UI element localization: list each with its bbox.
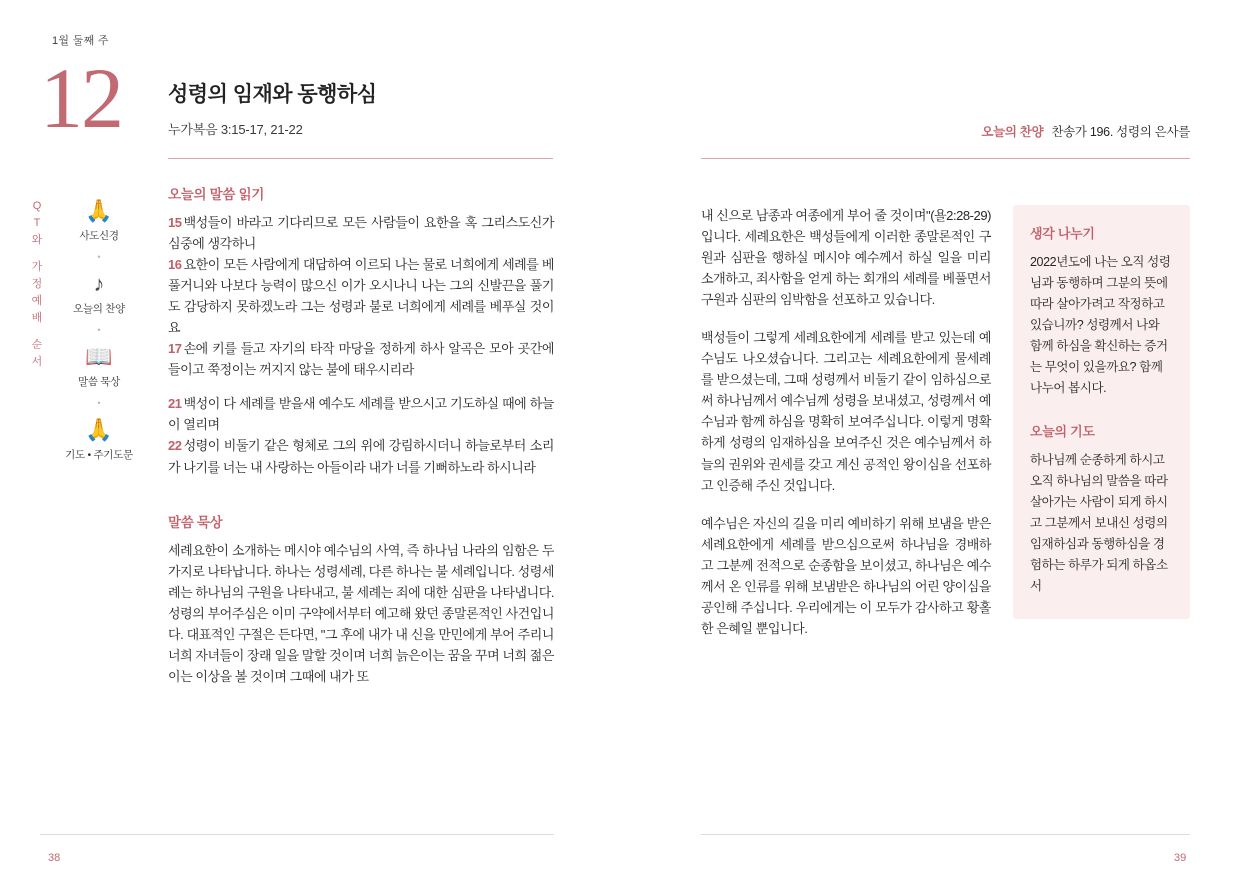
verse-text: 성령이 비둘기 같은 형체로 그의 위에 강림하시더니 하늘로부터 소리가 나기를 너는 내 사랑하는 아들이라 내가 너를 기뻐하노라 하시니라 (168, 438, 554, 475)
today-praise (981, 122, 1190, 140)
vertical-label-char: 와 (31, 234, 43, 247)
verse-number: 16 (168, 257, 182, 273)
worship-item-prayer (56, 417, 142, 462)
verse-spacer (168, 380, 554, 393)
worship-item-praise (56, 271, 142, 316)
dot-separator: • (97, 325, 101, 335)
commentary-paragraph: 백성들이 그렇게 세례요한에게 세례를 받고 있는데 예수님도 나오셨습니다. 그리고는 세례요한에게 물세례를 받으셨는데, 그때 성령께서 비둘기 같이 임하심으로써 하나님께서 예수님께 성령을 보내셨고, 성령께서 예수님과 함께 하심을 명확히 보여주십니다. 이렇게 명확하게 성령의 임재하심을 보여주신 것은 예수님께서 하늘의 권위와 권세를 갖고 계신 공적인 왕이심을 선포하고 인증해 주신 것입니다. (701, 330, 991, 493)
praise-label: 오늘의 찬양 (981, 125, 1044, 139)
footer-divider-right (701, 834, 1190, 835)
scripture-body (168, 212, 554, 478)
commentary-paragraph: 예수님은 자신의 길을 미리 예비하기 위해 보냄을 받은 세례요한에게 세례를 받으심으로써 하나님을 경배하고 그분께 전적으로 순종함을 보이셨고, 하나님은 예수께서 온 인류를 위해 보냄받은 하나님의 어린 양이심을 공인해 주십니다. 우리에게는 이 모두가 감사하고 황홀한 은혜일 뿐입니다. (701, 515, 991, 636)
worship-item-creed (56, 198, 142, 243)
week-label: 1월 둘째 주 (52, 35, 109, 47)
commentary-column (701, 205, 991, 656)
verse-number: 22 (168, 438, 182, 454)
verse-text: 손에 키를 들고 자기의 타작 마당을 정하게 하사 알곡은 모아 곳간에 들이고 쭉정이는 꺼지지 않는 불에 태우시리라 (168, 341, 554, 378)
vertical-section-label (28, 198, 46, 371)
verse-text: 백성이 다 세례를 받을새 예수도 세례를 받으시고 기도하실 때에 하늘이 열리며 (168, 396, 554, 433)
panel-spacer (1030, 399, 1173, 421)
praise-value: 찬송가 196. 성령의 은사를 (1051, 125, 1190, 139)
prayer-heading: 오늘의 기도 (1030, 424, 1095, 439)
worship-item-label: 말씀 묵상 (78, 376, 120, 388)
title-divider (168, 158, 553, 159)
page-number-right: 39 (1174, 852, 1187, 864)
verse-number: 15 (168, 215, 182, 230)
vertical-label-char: 배 (31, 312, 43, 325)
verse-text: 요한이 모든 사람에게 대답하여 이르되 나는 물로 너희에게 세례를 베풀거니와 나보다 능력이 많으신 이가 오시나니 나는 그의 신발끈을 풀기도 감당하지 못하겠노라 그는 성령과 불로 너희에게 세례를 베푸실 것이요 (168, 257, 554, 336)
verse-number: 21 (168, 396, 182, 412)
reading-column (168, 183, 554, 687)
worship-item-word (56, 344, 142, 389)
music-note-icon: ♪ (93, 271, 105, 296)
vertical-label-char: Q (32, 200, 42, 212)
reading-heading: 오늘의 말씀 읽기 (168, 187, 265, 202)
right-title-divider (701, 158, 1190, 159)
title-block (168, 78, 553, 138)
vertical-label-char: T (33, 217, 41, 230)
worship-order-icons (56, 198, 142, 464)
open-book-icon: 📖 (85, 344, 113, 369)
verse-number: 17 (168, 341, 182, 357)
verse-text: 백성들이 바라고 기다리므로 모든 사람들이 요한을 혹 그리스도신가 심중에 생각하니 (168, 215, 554, 252)
dot-separator: • (97, 398, 101, 408)
meditation-heading: 말씀 묵상 (168, 514, 223, 530)
page-title: 성령의 임재와 동행하심 (168, 83, 377, 106)
dot-separator: • (97, 252, 101, 262)
discussion-panel (1013, 205, 1190, 619)
vertical-label-char: 서 (31, 356, 43, 369)
praying-hands-icon: 🙏 (85, 417, 113, 442)
day-number: 12 (40, 50, 122, 146)
worship-item-label: 오늘의 찬양 (73, 303, 125, 315)
vertical-label-char: 가 (31, 261, 43, 274)
page-number-left: 38 (48, 852, 61, 864)
vertical-label-char: 정 (31, 278, 43, 291)
prayer-text: 하나님께 순종하게 하시고 오직 하나님의 말씀을 따라 살아가는 사람이 되게 하시고 그분께서 보내신 성령의 임재하심과 동행하심을 경험하는 하루가 되게 하옵소서 (1030, 453, 1168, 593)
scripture-reference: 누가복음 3:15-17, 21-22 (168, 122, 303, 137)
footer-divider-left (40, 834, 554, 835)
share-text: 2022년도에 나는 오직 성령님과 동행하며 그분의 뜻에 따라 살아가려고 작정하고 있습니까? 성령께서 나와 함께 하심을 확신하는 증거는 무엇이 있을까요? 함께 나누어 봅시다. (1030, 255, 1171, 395)
meditation-block (168, 511, 554, 687)
commentary-paragraph: 내 신으로 남종과 여종에게 부어 줄 것이며"(욜2:28-29)입니다. 세례요한은 백성들에게 이러한 종말론적인 구원과 심판을 행하실 메시야 예수께서 하실 일을 미리 소개하고, 죄사함을 얻게 하는 회개의 세례를 베풀면서 구원과 심판의 임박함을 선포하고 있습니다. (701, 208, 991, 308)
meditation-text: 세례요한이 소개하는 메시야 예수님의 사역, 즉 하나님 나라의 임함은 두 가지로 나타납니다. 하나는 성령세례, 다른 하나는 불 세례입니다. 성령세례는 하나님의 구원을 나타내고, 불 세례는 죄에 대한 심판을 나타냅니다. 성령의 부어주심은 이미 구약에서부터 예고해 왔던 종말론적인 사건입니다. 대표적인 구절은 든다면, "그 후에 내가 내 신을 만민에게 부어 주리니 너희 자녀들이 장래 일을 말할 것이며 너희 늙은이는 꿈을 꾸며 너희 젊은이는 이상을 볼 것이며 그때에 내가 또 (168, 542, 554, 684)
vertical-label-char: 예 (31, 295, 43, 308)
worship-item-label: 기도 • 주기도문 (65, 449, 133, 461)
share-heading: 생각 나누기 (1030, 226, 1095, 241)
praying-hands-icon: 🙏 (85, 198, 113, 223)
vertical-label-char: 순 (31, 339, 43, 352)
worship-item-label: 사도신경 (79, 230, 119, 242)
